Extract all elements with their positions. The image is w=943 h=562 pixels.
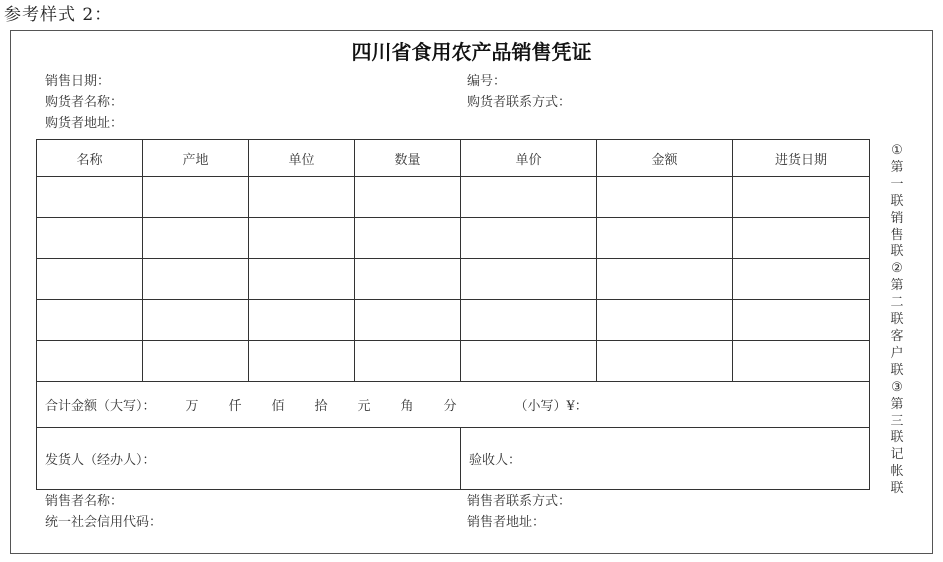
- table-cell[interactable]: [461, 177, 597, 218]
- table-row: [37, 259, 870, 300]
- col-header-name: 名称: [37, 140, 143, 177]
- table-cell[interactable]: [143, 259, 249, 300]
- goods-table: [36, 139, 870, 490]
- table-row: [37, 218, 870, 259]
- table-cell[interactable]: [597, 259, 733, 300]
- copy-legend-char: 联: [890, 362, 904, 378]
- table-cell[interactable]: [143, 341, 249, 382]
- col-header-origin: 产地: [143, 140, 249, 177]
- copy-legend-char: 帐: [890, 464, 904, 480]
- table-cell[interactable]: [597, 177, 733, 218]
- table-cell[interactable]: [733, 259, 870, 300]
- table-row: [37, 177, 870, 218]
- sale-date-label: 销售日期：: [45, 74, 111, 89]
- table-header-row: [37, 140, 870, 177]
- col-header-unit: 单位: [249, 140, 355, 177]
- table-cell[interactable]: [355, 259, 461, 300]
- table-cell[interactable]: [249, 259, 355, 300]
- signature-row: [37, 428, 870, 490]
- voucher-title: 四川省食用农产品销售凭证: [351, 40, 592, 64]
- table-cell[interactable]: [143, 218, 249, 259]
- seller-contact-label: 销售者联系方式：: [467, 494, 572, 509]
- table-cell[interactable]: [355, 218, 461, 259]
- copy-legend-char: 联: [890, 430, 904, 446]
- table-cell[interactable]: [143, 177, 249, 218]
- total-cell[interactable]: [37, 382, 870, 428]
- table-cell[interactable]: [249, 341, 355, 382]
- copy-legend-char: 客: [890, 328, 904, 344]
- table-cell[interactable]: [733, 341, 870, 382]
- copy-legend-char: 户: [890, 345, 904, 361]
- copy-legend-char: 记: [890, 447, 904, 463]
- copy-legend-char: 售: [890, 227, 904, 243]
- table-cell[interactable]: [461, 259, 597, 300]
- table-row: [37, 341, 870, 382]
- unit-shi: 拾: [314, 399, 328, 414]
- table-cell[interactable]: [355, 341, 461, 382]
- table-cell[interactable]: [37, 341, 143, 382]
- copy-legend-char: ②: [891, 261, 903, 277]
- copy-legend-char: 第: [890, 159, 904, 175]
- copy-legend-char: 三: [890, 413, 904, 429]
- seller-address-label: 销售者地址：: [467, 515, 546, 530]
- copy-legend-char: ③: [891, 379, 903, 395]
- total-uppercase-label: 合计金额（大写）：: [45, 399, 156, 414]
- credit-code-label: 统一社会信用代码：: [45, 515, 163, 530]
- table-cell[interactable]: [597, 218, 733, 259]
- shipper-label: 发货人（经办人）：: [45, 453, 156, 468]
- inspector-cell[interactable]: [461, 428, 870, 490]
- copy-legend-char: 一: [890, 176, 904, 192]
- copy-legend-char: 联: [890, 244, 904, 260]
- table-cell[interactable]: [143, 300, 249, 341]
- seller-name-label: 销售者名称：: [45, 494, 124, 509]
- unit-fen: 分: [443, 399, 457, 414]
- table-cell[interactable]: [733, 300, 870, 341]
- buyer-address-label: 购货者地址：: [45, 116, 124, 131]
- copy-legend-char: 二: [890, 295, 904, 311]
- table-cell[interactable]: [37, 300, 143, 341]
- table-row: [37, 300, 870, 341]
- table-cell[interactable]: [733, 177, 870, 218]
- table-cell[interactable]: [733, 218, 870, 259]
- col-header-amount: 金额: [597, 140, 733, 177]
- copy-legend-char: ①: [891, 143, 903, 158]
- table-cell[interactable]: [249, 300, 355, 341]
- table-cell[interactable]: [461, 218, 597, 259]
- inspector-label: 验收人：: [469, 453, 522, 468]
- unit-wan: 万: [185, 399, 199, 414]
- copy-legend-char: 联: [890, 193, 904, 209]
- table-cell[interactable]: [597, 341, 733, 382]
- table-cell[interactable]: [37, 259, 143, 300]
- buyer-name-label: 购货者名称：: [45, 95, 124, 110]
- col-header-unit-price: 单价: [461, 140, 597, 177]
- table-cell[interactable]: [597, 300, 733, 341]
- number-label: 编号：: [467, 74, 507, 89]
- unit-jiao: 角: [400, 399, 414, 414]
- unit-bai: 佰: [271, 399, 285, 414]
- table-cell[interactable]: [249, 218, 355, 259]
- table-cell[interactable]: [355, 300, 461, 341]
- copy-legend: [888, 143, 906, 498]
- table-cell[interactable]: [355, 177, 461, 218]
- copy-legend-char: 销: [890, 210, 904, 226]
- buyer-contact-label: 购货者联系方式：: [467, 95, 572, 110]
- table-cell[interactable]: [461, 300, 597, 341]
- total-lowercase-label: （小写）¥：: [514, 399, 588, 414]
- copy-legend-char: 第: [890, 278, 904, 294]
- total-row: [37, 382, 870, 428]
- table-cell[interactable]: [249, 177, 355, 218]
- col-header-purchase-date: 进货日期: [733, 140, 870, 177]
- caption: 参考样式 2：: [4, 5, 113, 25]
- copy-legend-char: 第: [890, 396, 904, 412]
- shipper-cell[interactable]: [37, 428, 461, 490]
- col-header-quantity: 数量: [355, 140, 461, 177]
- unit-qian: 仟: [228, 399, 242, 414]
- table-cell[interactable]: [37, 177, 143, 218]
- copy-legend-char: 联: [890, 481, 904, 497]
- table-cell[interactable]: [37, 218, 143, 259]
- table-cell[interactable]: [461, 341, 597, 382]
- copy-legend-char: 联: [890, 312, 904, 328]
- unit-yuan: 元: [357, 399, 371, 414]
